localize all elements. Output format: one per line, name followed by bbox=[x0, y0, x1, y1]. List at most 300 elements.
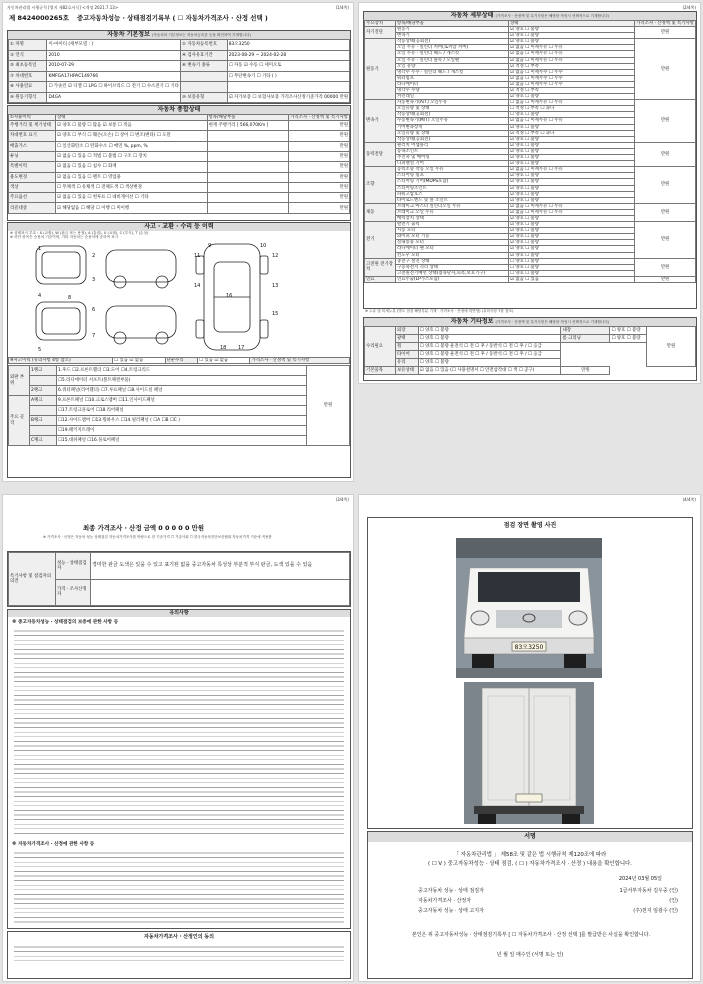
basic-info-row bbox=[9, 92, 350, 103]
rank-table bbox=[8, 365, 350, 446]
etc-cell: ☐ 양호 ☐ 불량 bbox=[418, 335, 561, 343]
outer-panel-label: 외판 부위 bbox=[9, 366, 30, 396]
leak-note: ※ 누유 및 미세누유 (별도 점검 해당부분 기재 · 가격조사 · 산정에 미반영) (유의사항 7항 참조) bbox=[365, 309, 514, 313]
status-item-price: 만원 bbox=[289, 121, 350, 131]
detail-item-label: 발전기 출력 bbox=[396, 222, 509, 228]
etc-cell: 외장 bbox=[396, 327, 419, 335]
diagram-part-number: 8 bbox=[68, 294, 72, 301]
status-item-label: 주행거리 및 계기상태 bbox=[9, 121, 56, 131]
detail-group-label: 연료 bbox=[365, 276, 396, 282]
detail-status-section bbox=[363, 11, 697, 309]
detail-item-label: 작동상태(공회전) bbox=[396, 136, 509, 142]
diagram-part-number: 10 bbox=[260, 242, 267, 249]
detail-item-label: 등속조인트 bbox=[396, 148, 509, 154]
etc-info-table bbox=[364, 326, 696, 375]
detail-item-state: ☑ 적정 ☐ 부족 bbox=[509, 88, 635, 94]
rear-photo bbox=[464, 682, 594, 824]
diagram-part-number: 7 bbox=[92, 332, 96, 339]
detail-item-state: ☑ 없음 ☐ 미세누수 ☐ 누수 bbox=[509, 81, 635, 87]
signer-list bbox=[418, 886, 678, 916]
detail-header-cell: 상태 bbox=[509, 21, 635, 27]
detail-item-state: ☑ 양호 ☐ 불량 bbox=[509, 161, 635, 167]
status-header-cell: 가격조사 · 산정액 및 특기사항 bbox=[290, 115, 348, 120]
status-row bbox=[9, 182, 350, 192]
detail-group-label: 원동기 bbox=[365, 39, 396, 100]
detail-item-label: 연료누출(LP가스포함) bbox=[396, 276, 509, 282]
basic-field-value: ☐ 가솔린 ☑ 디젤 ☐ LPG ☐ 하이브리드 ☐ 전기 ☐ 수소전기 ☐ 기타 bbox=[47, 82, 181, 93]
photo-section bbox=[367, 517, 693, 829]
detail-group-label: 변속기 bbox=[365, 100, 396, 143]
detail-group-label: 자기진단 bbox=[365, 27, 396, 39]
basic-info-row bbox=[9, 61, 350, 72]
status-item-price: 만원 bbox=[289, 141, 350, 151]
special-notes-section bbox=[7, 551, 351, 607]
accident-note-2: ※ 하단 항목은 승용차 기준이며, 기타 자동차는 승용차에 준하여 표시 bbox=[10, 235, 119, 240]
detail-item-state: ☑ 양호 ☐ 불량 bbox=[509, 234, 635, 240]
status-item-detail bbox=[207, 151, 289, 161]
detail-item-state: ☐ 양호 ☐ 불량 bbox=[509, 270, 635, 276]
detail-price: 만원 bbox=[635, 142, 696, 166]
rank-price: 만원 bbox=[307, 366, 350, 446]
detail-item-state: ☑ 적정 ☐ 부족 ☐ 과다 bbox=[509, 130, 635, 136]
detail-item-state: ☐ 양호 ☐ 불량 bbox=[509, 264, 635, 270]
etc-info-note: (가격조사 · 산정액 및 특기사항은 해당란 작성시 선택적으로 기재합니다) bbox=[495, 320, 610, 324]
diagram-part-number: 15 bbox=[272, 310, 279, 317]
page-number: (4/4쪽) bbox=[682, 497, 696, 502]
detail-item-label: 추진축 및 베어링 bbox=[396, 155, 509, 161]
basic-info-row bbox=[9, 71, 350, 82]
basic-field-label: ⑨ 원동기형식 bbox=[9, 92, 47, 103]
detail-item-state: ☐ 양호 ☐ 불량 bbox=[509, 112, 635, 118]
accident-section bbox=[7, 222, 351, 478]
status-row bbox=[9, 162, 350, 172]
basic-field-value: D4GA bbox=[47, 92, 181, 103]
detail-item-label: 동력조향 작동 오일 누유 bbox=[396, 167, 509, 173]
page-number: (2/4쪽) bbox=[682, 5, 696, 10]
status-row bbox=[9, 193, 350, 203]
detail-item-label: 원동기 bbox=[396, 27, 509, 33]
diagram-part-number: 6 bbox=[92, 306, 96, 313]
etc-cell: 내장 bbox=[561, 327, 610, 335]
detail-price: 만원 bbox=[635, 39, 696, 100]
basic-info-title bbox=[8, 31, 350, 39]
rank-label bbox=[30, 426, 57, 436]
simple-repair-value: ☐ 있음 ☑ 없음 bbox=[198, 357, 250, 363]
basic-info-row bbox=[9, 50, 350, 61]
consent-section bbox=[7, 931, 351, 979]
detail-price: 만원 bbox=[635, 276, 696, 282]
consent-body bbox=[14, 944, 344, 964]
photo-title: 점검 장면 촬영 사진 bbox=[503, 522, 557, 529]
etc-cell: 보유상태 bbox=[396, 367, 419, 375]
basic-field-label-2: ⑩ 보증유형 bbox=[181, 92, 228, 103]
detail-item-label: 커먼레일 bbox=[396, 94, 509, 100]
rank-parts: ☐5.라디에이터 서포트(볼트체결부품) bbox=[57, 376, 307, 386]
basic-info-table bbox=[8, 39, 350, 103]
detail-item-state: ☑ 없음 ☐ 미세누유 ☐ 누유 bbox=[509, 45, 635, 51]
signer-role: 중고자동차 성능 · 상태 고지자 bbox=[418, 908, 484, 914]
rank-row bbox=[9, 436, 350, 446]
detail-item-label: 기어변속장치 bbox=[396, 124, 509, 130]
page-3 bbox=[3, 495, 353, 981]
status-row bbox=[9, 203, 350, 213]
detail-item-state: ☑ 없음 ☐ 미세누유 ☐ 누유 bbox=[509, 203, 635, 209]
etc-cell: ☑ 없음 ☐ 있음 (☐ 사용설명서 ☐ 안전삼각대 ☐ 잭 ☐ 공구) bbox=[418, 367, 561, 375]
front-photo bbox=[456, 538, 602, 678]
detail-price: 만원 bbox=[635, 27, 696, 39]
detail-item-label: 스티어링조인트 bbox=[396, 185, 509, 191]
signer-row bbox=[418, 886, 678, 896]
detail-item-label: 변속기 bbox=[396, 33, 509, 39]
accident-price-label: 가격조사 · 산정액 및 특기사항 bbox=[250, 357, 350, 363]
signature-section bbox=[367, 831, 693, 979]
etc-group-label: 기본품목 bbox=[365, 367, 396, 375]
status-item-detail bbox=[207, 172, 289, 182]
accident-history-value: ☐ 있음 ☑ 없음 bbox=[113, 357, 165, 363]
detail-group-label: 고전원 전기장치 bbox=[365, 258, 396, 276]
detail-item-state: ☑ 양호 ☐ 불량 bbox=[509, 136, 635, 142]
status-item-label: 색상 bbox=[9, 182, 56, 192]
rank-parts: ☐12.사이드멤버 ☐13.휠하우스 ☐14.필러패널 ( ☐A ☐B ☐C ) bbox=[57, 416, 307, 426]
rank-row bbox=[9, 396, 350, 406]
basic-field-value: KMFGA17HPAC149766 bbox=[47, 71, 181, 82]
diagram-part-number: 3 bbox=[92, 276, 96, 283]
diagram-part-number: 12 bbox=[272, 252, 279, 259]
etc-cell: ☐ 양호 ☐ 불량 bbox=[418, 359, 561, 367]
detail-row bbox=[365, 258, 696, 264]
detail-item-label: 구동축전지 격리 상태 bbox=[396, 264, 509, 270]
signer-role: 자동차가격조사 · 산정자 bbox=[418, 898, 472, 904]
appraiser-label: 가격 · 조사산정자 bbox=[56, 579, 91, 606]
etc-cell: 룸 크리닝 bbox=[561, 335, 610, 343]
detail-status-title bbox=[364, 12, 696, 20]
detail-group-label: 조향 bbox=[365, 167, 396, 204]
status-item-label: 주요옵션 bbox=[9, 193, 56, 203]
detail-item-label: 디퍼렌셜 기어 bbox=[396, 161, 509, 167]
status-item-state: ☐ 무채색 ☐ 유채색 ☐ 전체도색 ☐ 색상변경 bbox=[56, 182, 208, 192]
detail-price: 만원 bbox=[635, 167, 696, 204]
detail-item-label: 오일 누유 · 실린더 블록 / 오일팬 bbox=[396, 57, 509, 63]
etc-cell: 휠 bbox=[396, 343, 419, 351]
notice-heading-2: ※ 자동차가격조사 · 산정에 관한 사항 등 bbox=[12, 842, 95, 847]
signer-row bbox=[418, 906, 678, 916]
status-item-state: ☑ 양호 ☐ 부식 ☐ 훼손(오손) ☐ 상이 ☐ 변조(변타) ☐ 도말 bbox=[56, 131, 208, 141]
rank-parts: 1.후드 ☐2.프론트휀더 ☐3.도어 ☐4.트렁크리드 bbox=[57, 366, 307, 376]
detail-item-state: ☑ 양호 ☐ 불량 bbox=[509, 252, 635, 258]
basic-info-row bbox=[9, 82, 350, 93]
basic-field-value-2: 2023-08-29 ~ 2024-02-28 bbox=[227, 50, 349, 61]
detail-item-state: ☐ 없음 ☐ 미세누유 ☐ 누유 bbox=[509, 100, 635, 106]
buyer-confirmation: 본인은 위 중고자동차성능 · 상태점검기록부 [ ☐ 자동차가격조사 · 산정 선택 ]를 발급받은 사실을 확인합니다. bbox=[411, 932, 651, 938]
basic-field-value: 2010-07-29 bbox=[47, 61, 181, 72]
detail-item-label: 고전원전기배선 상태(접속단자,피복,보호기구) bbox=[396, 270, 509, 276]
etc-info-heading: 자동차 기타정보 bbox=[450, 318, 494, 325]
diagram-part-number: 11 bbox=[194, 252, 201, 259]
detail-price: 만원 bbox=[635, 258, 696, 276]
rank-parts: ☐15.대쉬패널 ☐16.플로어패널 bbox=[57, 436, 307, 446]
status-item-state: ☑ 없음 ☐ 있음 ☐ 썬루프 ☐ 네비게이션 ☐ 기타 bbox=[56, 193, 208, 203]
special-notes-label: 특기사항 및 점검자의 의견 bbox=[9, 553, 56, 606]
detail-group-label: 전기 bbox=[365, 222, 396, 259]
basic-field-label-2 bbox=[181, 82, 228, 93]
inspector-opinion: 경미한 판금 도색은 있을 수 있고 표기된 없을 중고자동차 특성상 부분적 부식 판금, 도색 있을 수 있음 bbox=[91, 553, 350, 580]
detail-item-label: 냉각수 수량 bbox=[396, 88, 509, 94]
etc-row bbox=[365, 327, 696, 335]
status-header-cell: 상태 bbox=[56, 115, 208, 121]
detail-item-label: 윈도우 모터 bbox=[396, 252, 509, 258]
detail-item-state: ☑ 양호 ☐ 불량 bbox=[509, 228, 635, 234]
detail-row bbox=[365, 203, 696, 209]
status-row bbox=[9, 172, 350, 182]
status-item-price: 만원 bbox=[289, 172, 350, 182]
detail-price: 만원 bbox=[635, 222, 696, 259]
appraiser-opinion bbox=[91, 579, 350, 606]
detail-item-label: 배력장치 상태 bbox=[396, 215, 509, 221]
page-number: (3/4쪽) bbox=[335, 497, 349, 502]
status-item-state: ☑ 양호 ☐ 불량 ☐ 많음 ☑ 보통 ☐ 적음 bbox=[56, 121, 208, 131]
rank-parts: 6.쿼터패널(리어휀더) ☐7.루프패널 ☐8.사이드실 패널 bbox=[57, 386, 307, 396]
detail-item-state: ☑ 없음 ☐ 미세누유 ☐ 누유 bbox=[509, 209, 635, 215]
notice-heading-1: ※ 중고자동차성능 · 상태점검의 보증에 관한 사항 등 bbox=[12, 620, 119, 625]
detail-item-state: ☑ 없음 ☐ 있음 bbox=[509, 276, 635, 282]
rank-row bbox=[9, 386, 350, 396]
detail-item-state: ☑ 양호 ☐ 불량 bbox=[509, 155, 635, 161]
etc-price: 만원 bbox=[561, 367, 610, 375]
page-4 bbox=[359, 495, 700, 981]
basic-field-label-2 bbox=[181, 71, 228, 82]
status-item-price: 만원 bbox=[289, 162, 350, 172]
inspector-label: 성능 · 상태점검자 bbox=[56, 553, 91, 580]
law-line-2: ( ☐ V ) 중고자동차성능 · 상태 점검, ( ☐ ) 자동차가격조사 · 산정 ) 내용을 확인합니다. bbox=[428, 860, 632, 867]
signer-name: (주)천지 임광수 (인) bbox=[633, 908, 678, 914]
accident-history-label: ※사고이력 (유의사항 4항 참조) bbox=[9, 357, 113, 363]
detail-item-state: ☐ 양호 ☐ 불량 bbox=[509, 258, 635, 264]
notice-body-1 bbox=[14, 628, 344, 834]
detail-group-label: 제동 bbox=[365, 203, 396, 221]
detail-item-state: ☑ 양호 ☐ 불량 bbox=[509, 27, 635, 33]
detail-item-label: 작동상태(공회전) bbox=[396, 39, 509, 45]
accident-summary bbox=[8, 357, 350, 364]
status-item-detail bbox=[207, 203, 289, 213]
etc-group-label: 수리필요 bbox=[365, 327, 396, 367]
rank-label bbox=[30, 376, 57, 386]
signer-role: 중고자동차 성능 · 상태 점검자 bbox=[418, 888, 484, 894]
signer-name: 1급서부자동차 김우중 (인) bbox=[619, 888, 678, 894]
detail-item-state: ☑ 양호 ☐ 불량 bbox=[509, 191, 635, 197]
rank-label: 2랭크 bbox=[30, 386, 57, 396]
overall-status-table bbox=[8, 114, 350, 214]
detail-item-label: 워터펌프 bbox=[396, 75, 509, 81]
detail-item-label: 와이퍼 모터 기능 bbox=[396, 234, 509, 240]
detail-status-note: (가격조사 · 산정액 및 특기사항은 해당란 작성시 선택적으로 기재합니다) bbox=[495, 14, 610, 18]
status-row bbox=[9, 131, 350, 141]
detail-item-label: 오일 누유 · 실린더 헤드 / 개스킷 bbox=[396, 51, 509, 57]
detail-item-label: 충전구 절연 상태 bbox=[396, 258, 509, 264]
basic-field-label-2: ④ 검사유효기간 bbox=[181, 50, 228, 61]
etc-price: 만원 bbox=[647, 327, 696, 367]
etc-cell: ☐ 양호 ☐ 불량 bbox=[610, 327, 647, 335]
basic-info-section bbox=[7, 30, 351, 104]
detail-item-state: ☑ 양호 ☐ 불량 bbox=[509, 39, 635, 45]
plate-number: 83오3250 bbox=[514, 644, 544, 651]
status-item-state: ☑ 해당없음 ☐ 해당 ☐ 이행 ☐ 미이행 bbox=[56, 203, 208, 213]
diagram-part-number: 2 bbox=[92, 252, 96, 259]
detail-item-state: ☑ 양호 ☐ 불량 bbox=[509, 142, 635, 148]
rank-parts: ☐17.트렁크플로어 ☐18.리어패널 bbox=[57, 406, 307, 416]
detail-item-label: 타이로드엔드 및 볼 조인트 bbox=[396, 197, 509, 203]
status-item-price: 만원 bbox=[289, 203, 350, 213]
basic-field-value-2: ☑ 자가보증 ☐ 보험사보증 가격조사산정기준가격 00000 만원 bbox=[227, 92, 349, 103]
overall-status-section bbox=[7, 105, 351, 221]
detail-item-state: ☑ 양호 ☐ 불량 bbox=[509, 94, 635, 100]
overall-status-title bbox=[8, 106, 350, 114]
detail-item-state: ☑ 양호 ☐ 불량 bbox=[509, 148, 635, 154]
rank-label: A랭크 bbox=[30, 396, 57, 406]
status-item-label: 특별이력 bbox=[9, 162, 56, 172]
rank-label: 1랭크 bbox=[30, 366, 57, 376]
signature-title: 서명 bbox=[368, 832, 692, 842]
status-item-detail bbox=[207, 162, 289, 172]
etc-cell: ☐ 양호 ☐ 불량 운전석 ☐ 전 ☐ 후 / 동반석 ☐ 전 ☐ 후 / ☐ 응급 bbox=[418, 343, 561, 351]
rank-label: C랭크 bbox=[30, 436, 57, 446]
sign-date: 2024년 03월 05일 bbox=[618, 876, 662, 882]
detail-item-label: 오일유량 및 상태 bbox=[396, 130, 509, 136]
basic-field-label: ① 차명 bbox=[9, 40, 47, 51]
accident-note-1: ※ 상태표시 부호 : X (교환), W (판금 또는 용접), A (흠집), U (요철), C (부식), T (손상) bbox=[10, 231, 149, 235]
status-item-price: 만원 bbox=[289, 151, 350, 161]
diagram-part-number: 9 bbox=[208, 242, 212, 249]
detail-item-label: 자동변속기(A/T) 오일누유 bbox=[396, 100, 509, 106]
detail-status-heading: 자동차 세부상태 bbox=[450, 12, 494, 19]
basic-field-label: ⑧ 사용연료 bbox=[9, 82, 47, 93]
rank-label: B랭크 bbox=[30, 416, 57, 426]
detail-item-state: ☑ 없음 ☐ 미세누유 ☐ 누유 bbox=[509, 167, 635, 173]
status-item-detail bbox=[207, 141, 289, 151]
detail-row bbox=[365, 222, 696, 228]
diagram-part-number: 16 bbox=[226, 292, 233, 299]
status-item-detail bbox=[207, 193, 289, 203]
status-item-price: 만원 bbox=[289, 182, 350, 192]
basic-field-value-2: ☐ 무단변속기 ☐ 기타 ( ) bbox=[227, 71, 349, 82]
diagram-part-number: 13 bbox=[272, 282, 279, 289]
status-item-state: ☑ 없음 ☐ 있음 ☐ 렌트 ☐ 영업용 bbox=[56, 172, 208, 182]
detail-item-label: 오일 누유 · 실린더 커버(로커암 커버) bbox=[396, 45, 509, 51]
detail-item-label: 스티어링 펌프 bbox=[396, 173, 509, 179]
detail-header-cell: 가격조사 · 산정액 및 특기사항 bbox=[636, 21, 694, 26]
detail-item-state: ☑ 양호 ☐ 불량 bbox=[509, 173, 635, 179]
basic-field-label: ⑦ 차대번호 bbox=[9, 71, 47, 82]
detail-item-label: 냉각수 누수 · 실린더 헤드 / 개스킷 bbox=[396, 69, 509, 75]
detail-item-label: 브레이크 마스터 실린더오일 누유 bbox=[396, 203, 509, 209]
detail-item-label: 작동상태(공회전) bbox=[396, 112, 509, 118]
detail-item-label: 클러치 어셈블리 bbox=[396, 142, 509, 148]
rank-row bbox=[9, 406, 350, 416]
detail-item-label: 라디에이터 bbox=[396, 81, 509, 87]
rank-row bbox=[9, 426, 350, 436]
etc-cell: ☐ 양호 ☐ 불량 bbox=[610, 335, 647, 343]
detail-item-state: ☑ 없음 ☐ 미세누수 ☐ 누수 bbox=[509, 69, 635, 75]
status-item-state: ☑ 없음 ☐ 있음 ☐ 적법 ☐ 불법 ☐ 구조 ☐ 장치 bbox=[56, 151, 208, 161]
etc-cell: 광택 bbox=[396, 335, 419, 343]
basic-field-value-2: 83오3250 bbox=[227, 40, 349, 51]
detail-item-label: 브레이크 오일 누유 bbox=[396, 209, 509, 215]
diagram-part-number: 18 bbox=[220, 344, 227, 351]
detail-status-table bbox=[364, 20, 696, 283]
detail-item-state: ☑ 양호 ☐ 불량 bbox=[509, 222, 635, 228]
diagram-part-number: 17 bbox=[238, 344, 245, 351]
main-frame-label: 주요 골격 bbox=[9, 396, 30, 446]
signer-name: (인) bbox=[669, 898, 678, 904]
detail-item-state: ☑ 양호 ☐ 불량 bbox=[509, 124, 635, 130]
basic-field-label-2: ② 자동차등록번호 bbox=[181, 40, 228, 51]
detail-row bbox=[365, 100, 696, 106]
detail-row bbox=[365, 142, 696, 148]
status-header-cell: 항목/해당부품 bbox=[207, 115, 289, 121]
rank-row bbox=[9, 376, 350, 386]
diagram-part-number: 1 bbox=[38, 245, 42, 252]
detail-row bbox=[365, 167, 696, 173]
detail-item-state: ☑ 없음 ☐ 미세누유 ☐ 누유 bbox=[509, 118, 635, 124]
status-item-label: 튜닝 bbox=[9, 151, 56, 161]
rank-parts: 9.프론트패널 ☐10.크로스멤버 ☐11.인사이드패널 bbox=[57, 396, 307, 406]
basic-field-label-2: ⑥ 변속기 종류 bbox=[181, 61, 228, 72]
notice-section bbox=[7, 609, 351, 929]
detail-price: 만원 bbox=[635, 203, 696, 221]
simple-repair-label: 단순수리 bbox=[165, 357, 198, 363]
accident-title: 사고 · 교환 · 수리 등 이력 bbox=[8, 223, 350, 231]
detail-item-state: ☑ 양호 ☐ 불량 bbox=[509, 246, 635, 252]
form-header: 자동차관리법 시행규칙 [별지 제82호서식] <개정 2021.7.13> bbox=[7, 5, 119, 10]
detail-row bbox=[365, 39, 696, 45]
diagram-part-number: 4 bbox=[38, 292, 42, 299]
etc-info-section bbox=[363, 317, 697, 381]
status-item-label: 배출가스 bbox=[9, 141, 56, 151]
detail-item-label: 오일유량 및 상태 bbox=[396, 106, 509, 112]
detail-item-state: ☑ 양호 ☐ 불량 bbox=[509, 179, 635, 185]
consent-title: 자동차가격조사 · 산정인의 동의 bbox=[144, 934, 214, 940]
overall-status-heading: 자동차 종합상태 bbox=[157, 106, 201, 113]
basic-field-label: ③ 연식 bbox=[9, 50, 47, 61]
basic-field-value-2 bbox=[227, 82, 349, 93]
status-row bbox=[9, 151, 350, 161]
document-title: 중고자동차성능 · 상태점검기록부 ( ☐ 자동차가격조사 · 산정 선택 ) bbox=[77, 14, 268, 22]
status-item-state: ☑ 없음 ☐ 있음 ☐ 침수 ☐ 화재 bbox=[56, 162, 208, 172]
detail-header-cell: 주요장치 bbox=[365, 21, 396, 27]
special-notes-table bbox=[8, 552, 350, 606]
page-1 bbox=[3, 3, 353, 481]
status-item-state: ☐ 일산화탄소 ☐ 탄화수소 ☐ 매연 %, ppm, % bbox=[56, 141, 208, 151]
page-number: (1/4쪽) bbox=[335, 5, 349, 10]
basic-field-label: ⑤ 최초등록일 bbox=[9, 61, 47, 72]
detail-item-state: ☐ 적정 ☐ 부족 ☐ 과다 bbox=[509, 106, 635, 112]
basic-field-value-2: ☐ 자동 ☑ 수동 ☐ 세미오토 bbox=[227, 61, 349, 72]
etc-row bbox=[365, 367, 696, 375]
basic-info-row bbox=[9, 40, 350, 51]
signer-row bbox=[418, 896, 678, 906]
detail-item-state: ☑ 양호 ☐ 불량 bbox=[509, 215, 635, 221]
rank-label bbox=[30, 406, 57, 416]
car-diagram bbox=[8, 240, 348, 356]
diagram-part-number: 5 bbox=[38, 346, 42, 353]
law-line-1: 「 자동차관리법 」 제58조 및 같은 법 시행규칙 제120조에 따라 bbox=[453, 852, 607, 858]
detail-group-label: 동력전달 bbox=[365, 142, 396, 166]
buyer-sign-line: 년 월 일 매수인 (서명 또는 인) bbox=[496, 952, 564, 958]
page-2 bbox=[359, 3, 700, 383]
status-item-detail bbox=[207, 182, 289, 192]
status-item-detail: 현재 주행거리 [ 566,070Km ] bbox=[207, 121, 289, 131]
detail-header-cell: 항목/해당부품 bbox=[396, 21, 509, 27]
record-number: 제 8424000265호 bbox=[9, 14, 70, 22]
